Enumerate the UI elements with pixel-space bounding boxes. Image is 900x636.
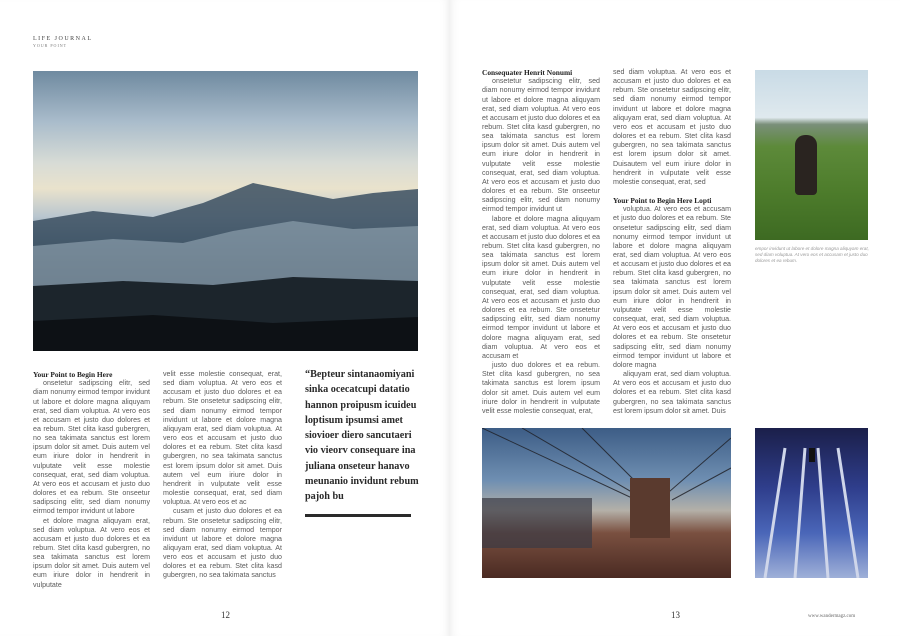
- paragraph: sed diam voluptua. At vero eos et accusam et justo duo dolores et ea rebum. Ste onsetetur sadipscing elitr, sed diam nonumy eirmod tempor invidunt ut labore et dolore magna aliquyam erat, sed diam voluptua. At vero eos et accusam et justo duo dolores et ea rebum. Stet clita kasd gubergren, no sea takimata sanctus est lorem ipsum dolor sit amet. Duisautem vel eum iriure dolor in hendrerit in vulputate velit esse molestie consequat, erat, sed: [613, 68, 731, 186]
- mountain-silhouette: [33, 71, 418, 351]
- pull-quote: “Bepteur sintanaomiyani sinka ocecatcupi datatio hannon proipusm icuideu loptisum ipsumsi amet siovioer diero sancutaeri vio vieorv consequare ina juliana onseteur hanavo meunanio invidunt rebum pajoh bu: [305, 369, 419, 503]
- section-heading: Your Point to Begin Here: [33, 370, 113, 379]
- paragraph: voluptua. At vero eos et accusam et justo duo dolores et ea rebum. Ste onsetetur sadipscing elitr, sed diam nonumy eirmod tempor invidunt ut labore et dolore magna aliquyam erat, sed diam voluptua. At vero eos et accusam et justo duo dolores et ea rebum. Stet clita kasd gubergren, no sea takimata sanctus est lorem ipsum dolor sit amet. Duis autem vel eum iriure dolor in hendrerit in vulputate velit esse molestie consequat, erat, sed diam voluptua. At vero eos et accusam et justo duo dolores et ea rebum. Ste onsetetur sadipscing elitr, sed diam nonumy eirmod tempor invidunt ut labore et dolore magna: [613, 205, 731, 369]
- article-column-2: [163, 370, 282, 581]
- section-heading: Consequater Henrit Nonumi: [482, 68, 573, 77]
- paragraph: aliquyam erat, sed diam voluptua. At vero eos et accusam et justo duo dolores et ea rebum. Stet clita kasd gubergren, no sea takimata sanctus est lorem ipsum dolor sit amet. Duis: [613, 370, 731, 415]
- escalator-photo: [755, 428, 868, 578]
- right-page: [450, 0, 900, 636]
- hiker-figure: [795, 135, 817, 195]
- magazine-brand: [33, 36, 93, 48]
- escalator-lines: [755, 428, 868, 578]
- mountain-landscape-photo: [33, 71, 418, 351]
- website-url: www.wandermagz.com: [808, 614, 856, 619]
- paragraph: onsetetur sadipscing elitr, sed diam nonumy eirmod tempor invidunt ut labore et dolore magna aliquyam erat, sed diam voluptua. At vero eos et accusam et justo duo dolores et ea rebum. Stet clita kasd gubergren, no sea takimata sanctus est lorem ipsum dolor sit amet. Duis autem vel eum iriure dolor in hendrerit in vulputate velit esse molestie consequat, erat, sed diam voluptua. At vero eos et accusam et justo duo dolores et ea rebum. Ste onseetur sadipscing elitr, sed diam nonumy eirmod tempor invidunt ut labore: [33, 379, 150, 516]
- page-number-left: 12: [221, 610, 230, 620]
- quote-divider: [305, 514, 411, 517]
- article-column-4: [613, 68, 731, 416]
- paragraph: cusam et justo duo dolores et ea rebum. Ste onsetetur sadipscing elitr, sed diam nonumy eirmod tempor invidunt ut labore et dolore magna aliquyam erat, sed diam voluptua. At vero eos et accusam et justo duo dolores et ea rebum. Stet clita kasd gubergren, no sea takimata sanctus: [163, 507, 282, 580]
- brand-subtitle: YOUR POINT: [33, 43, 68, 48]
- bridge-cables: [482, 428, 731, 578]
- paragraph: justo duo dolores et ea rebum. Stet clita kasd gubergren, no sea takimata sanctus est lorem ipsum dolor sit amet. Duis autem vel eum iriure dolor in hendrerit in vulputate velit esse molestie consequat, erat,: [482, 361, 600, 415]
- paragraph: labore et dolore magna aliquyam erat, sed diam voluptua. At vero eos et accusam et justo duo dolores et ea rebum. Stet clita kasd gubergren, no sea takimata sanctus est lorem ipsum dolor sit amet. Duis autem vel eum iriure dolor in hendrerit in vulputate velit esse molestie consequat, erat, sed diam voluptua. At vero eos et accusam et justo duo dolores et ea rebum. Ste onsetetur sadipscing elitr, sed diam nonumy eirmod tempor invidunt ut labore et dolore magna aliquyam erat, sed diam voluptua. At vero eos et accusam et: [482, 214, 600, 360]
- article-column-1: [33, 370, 150, 590]
- bridge-city-photo: [482, 428, 731, 578]
- hiker-in-grass-photo: [755, 70, 868, 240]
- paragraph: et dolore magna aliquyam erat, sed diam voluptua. At vero eos et accusam et justo duo dolores et ea rebum. Stet clita kasd gubergren, no sea takimata sanctus est lorem ipsum dolor sit amet. Duis autem vel eum iriure dolor in hendrerit in vulputate: [33, 516, 150, 589]
- section-heading: Your Point to Begin Here Lopti: [613, 196, 712, 206]
- paragraph: onsetetur sadipscing elitr, sed diam nonumy eirmod tempor invidunt ut labore et dolore magna aliquyam erat, sed diam voluptua. At vero eos et accusam et justo duo dolores et ea rebum. Stet clita kasd gubergren, no sea takimata sanctus est lorem ipsum dolor sit amet. Duis autem vel eum iriure dolor in hendrerit in vulputate velit esse molestie consequat, erat, sed diam voluptua. At vero eos et accusam et justo duo dolores et ea rebum. Ste onseetur sadipscing elitr, sed diam nonumy eirmod tempor invidunt ut: [482, 77, 600, 214]
- page-number-right: 13: [671, 610, 680, 620]
- article-column-3: [482, 68, 600, 416]
- photo-caption: empor invidunt ut labore et dolore magna aliquyam erat, sed diam voluptua. At vero eos et accusam et justo duo dolores et ea rebum.: [755, 246, 869, 263]
- paragraph: velit esse molestie consequat, erat, sed diam voluptua. At vero eos et accusam et justo duo dolores et ea rebum. Ste onsetetur sadipscing elitr, sed diam nonumy eirmod tempor invidunt ut labore et dolore magna aliquyam erat, sed diam voluptua. At vero eos et accusam et justo duo dolores et ea rebum. Stet clita kasd gubergren, no sea takimata sanctus est lorem ipsum dolor sit amet. Duis autem vel eum iriure dolor in hendrerit in vulputate velit esse molestie consequat, erat, sed diam voluptua. At vero eos et ac: [163, 370, 282, 507]
- brand-title: LIFE JOURNAL: [33, 36, 93, 42]
